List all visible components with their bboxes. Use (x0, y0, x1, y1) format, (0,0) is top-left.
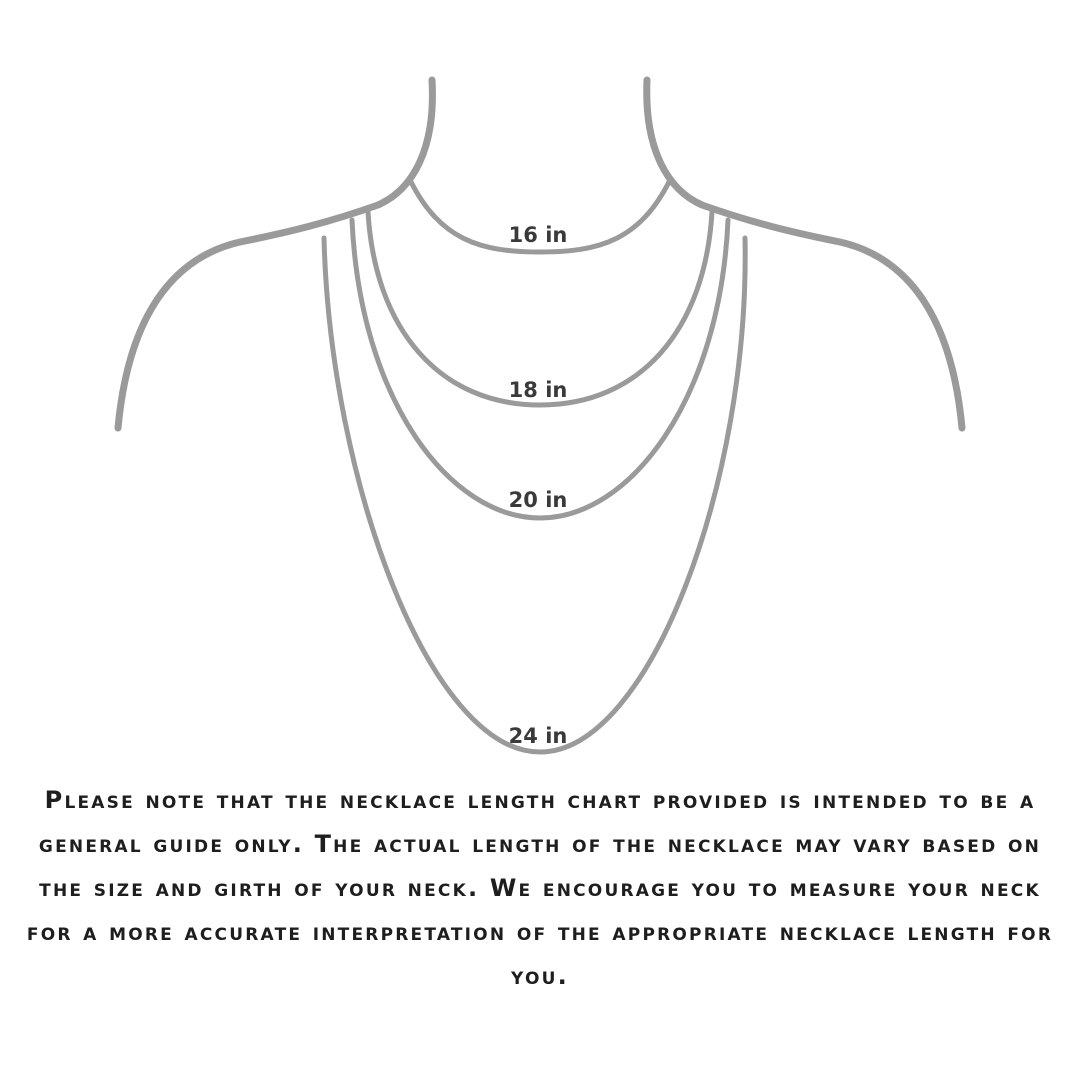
necklace-20-in (352, 220, 728, 518)
disclaimer-note: Please note that the necklace length chart provided is intended to be a general guide only. The actual length of the necklace may vary based on the size and girth of your neck. We encourage you to measure your neck for a more accurate interpretation of the appropriate necklace length for you. (26, 786, 1054, 990)
label-24-in: 24 in (508, 724, 568, 748)
label-18-in: 18 in (508, 378, 568, 402)
label-16-in: 16 in (508, 223, 568, 247)
label-20-in: 20 in (508, 488, 568, 512)
